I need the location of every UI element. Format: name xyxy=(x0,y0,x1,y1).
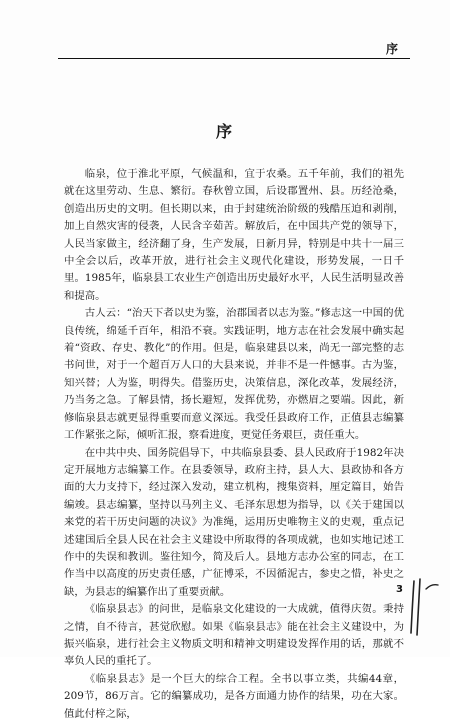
page-number: 3 xyxy=(396,584,403,595)
header-rule xyxy=(58,58,410,59)
running-header-label: 序 xyxy=(385,42,398,56)
paragraph: 临泉，位于淮北平原，气候温和，宜于农桑。五千年前，我们的祖先就在这里劳动、生息、繁衍。春秋曾立国，后设郡置州、县。历经沧桑，创造出历史的文明。但长期以来，由于封建统治阶级的残酷压迫和剥削，加上自然灾害的侵袭，人民含辛茹苦。解放后，在中国共产党的领导下，人民当家做主，经济翻了身，生产发展，日新月异，特别是中共十一届三中全会以后，改革开放，进行社会主义现代化建设，形势发展，一日千里。1985年，临泉县工农业生产创造出历史最好水平，人民生活明显改善和提高。 xyxy=(64,168,404,302)
handwritten-mark xyxy=(408,575,442,637)
paragraph: 《临泉县志》的问世，是临泉文化建设的一大成就，值得庆贺。秉持之情，自不待言，甚觉欣慰。如果《临泉县志》能在社会主义建设中，为振兴临泉，进行社会主义物质文明和精神文明建设发挥作用的话，那就不辜负人民的重托了。 xyxy=(64,603,404,668)
paragraph: 古人云：“治天下者以史为鉴，治郡国者以志为鉴。”修志这一中国的优良传统，绵延千百年，相沿不衰。实践证明，地方志在社会发展中确实起着“资政、存史、教化”的作用。但是，临泉建县以来，尚无一部完整的志书问世，对于一个超百万人口的大县来说，并非不是一件憾事。古为鉴，知兴替；人为鉴，明得失。借鉴历史，决策信息，深化改革，发展经济，乃当务之急。了解县情，扬长避短，发挥优势，亦燃眉之要端。因此，新修临泉县志就更显得重要而意义深远。我受任县政府工作，正值县志编纂工作紧张之际，倾听汇报，察看进度，更觉任务艰巨，责任重大。 xyxy=(64,307,404,442)
paragraph: 在中共中央、国务院倡导下，中共临泉县委、县人民政府于1982年决定开展地方志编纂工作。在县委领导，政府主持，县人大、县政协和各方面的大力支持下，经过深入发动，建立机构，搜集资料，厘定篇目，始告编竣。县志编纂，坚持以马列主义、毛泽东思想为指导，以《关于建国以来党的若干历史问题的决议》为准绳，运用历史唯物主义的史观，重点记述建国后全县人民在社会主义建设中所取得的各项成就，也如实地记述工作中的失误和教训。鉴往知今，简及后人。县地方志办公室的同志，在工作当中以高度的历史责任感，广征博采，不因循泥古，参史之惜，补史之缺，为县志的编纂作出了重要贡献。 xyxy=(64,446,404,598)
paragraph: 《临泉县志》是一个巨大的综合工程。全书以事立类，共编44章，209节，86万言。它的编纂成功，是各方面通力协作的结果，功在大家。值此付梓之际， xyxy=(64,672,404,720)
page-title: 序 xyxy=(215,122,234,141)
body-text xyxy=(64,166,404,723)
